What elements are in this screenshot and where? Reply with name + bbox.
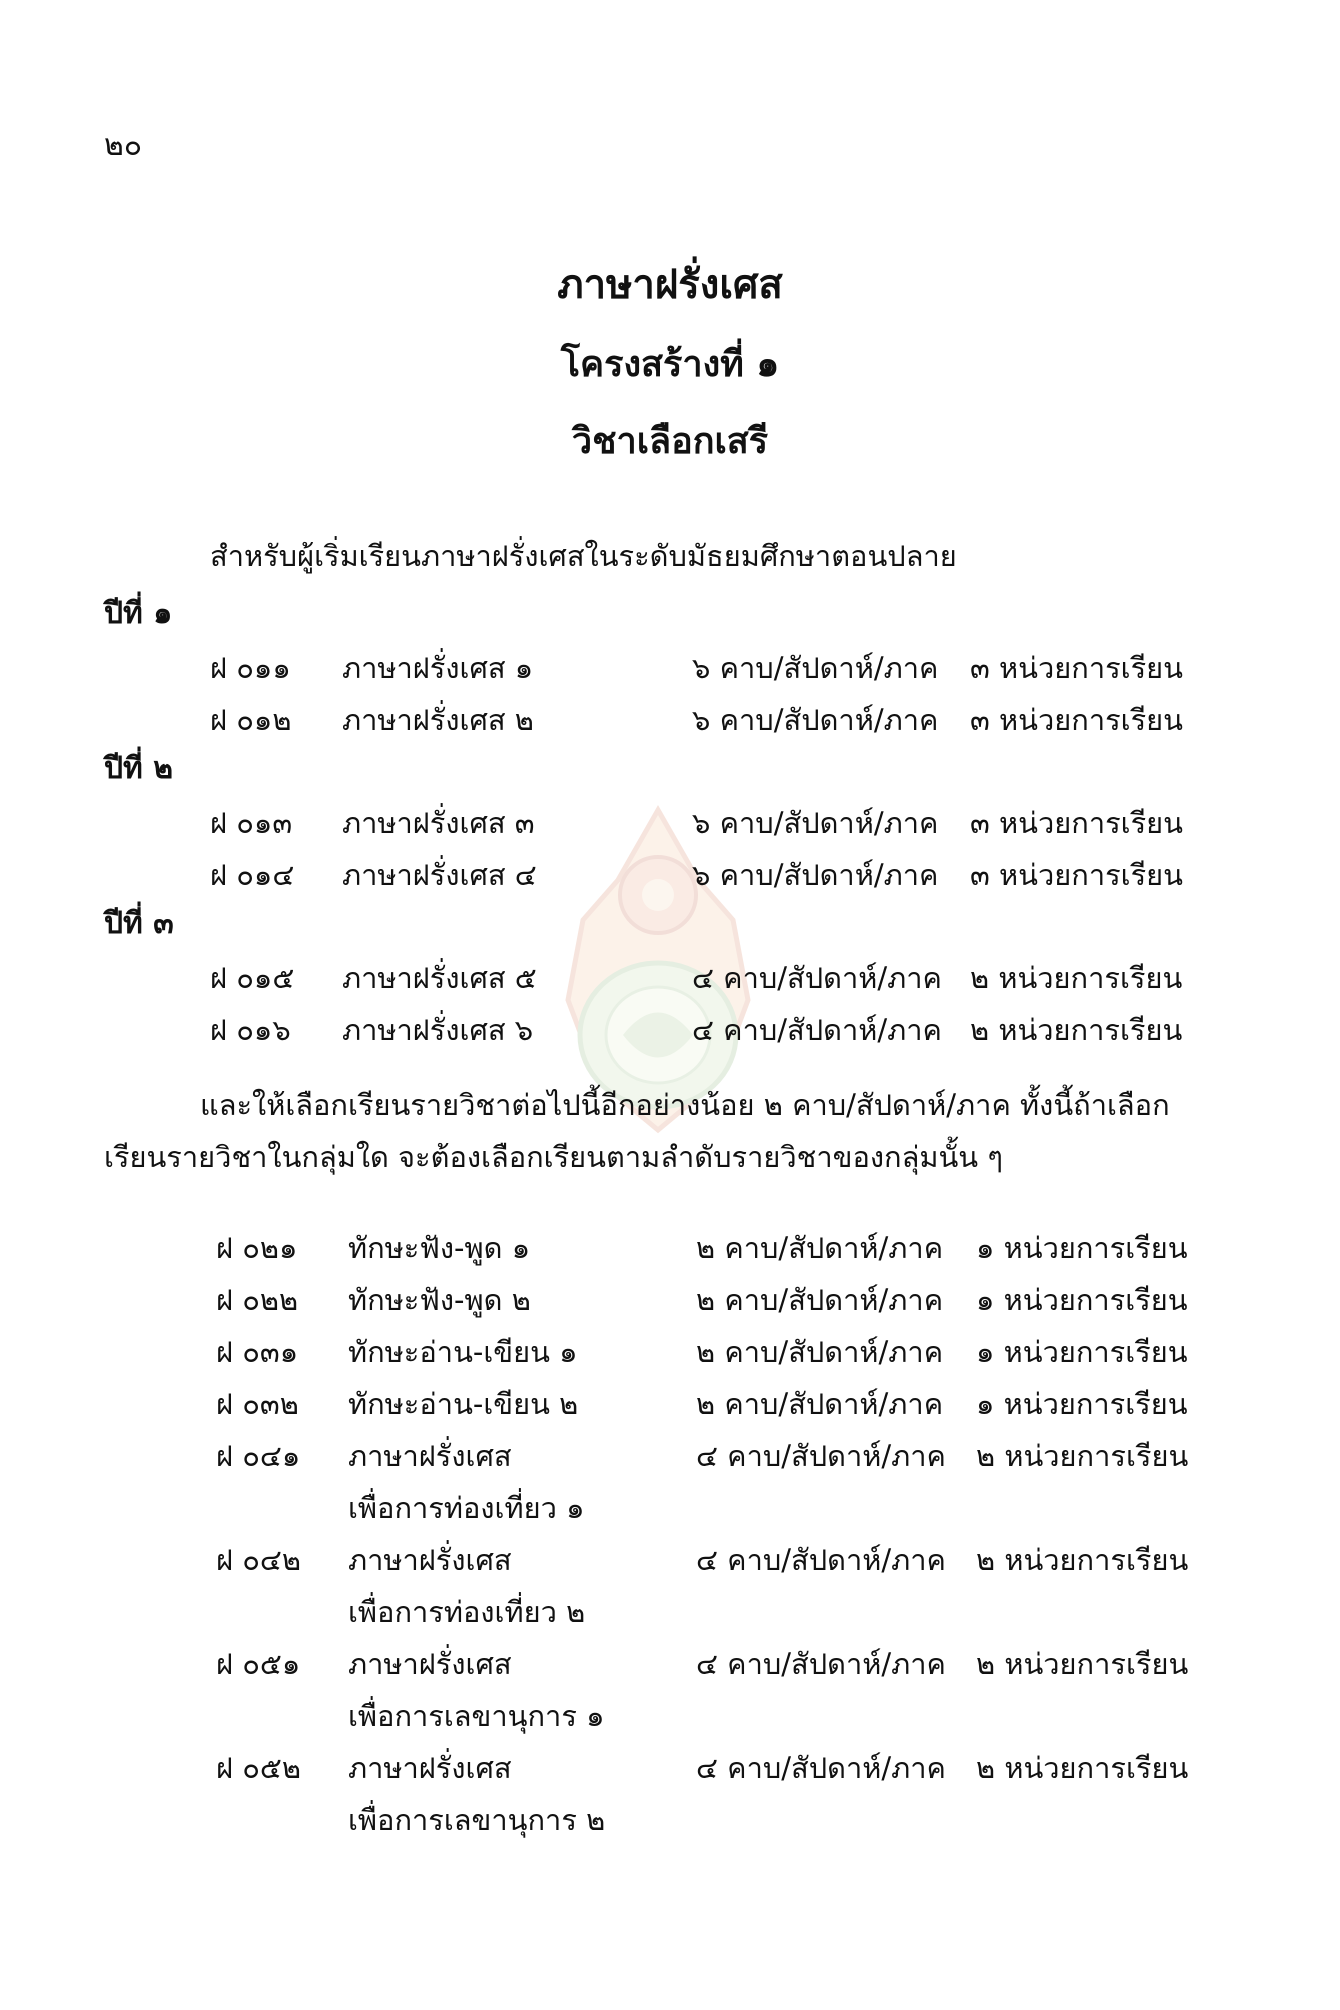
course-credits: ๑ หน่วยการเรียน xyxy=(976,1283,1188,1317)
course-name: ภาษาฝรั่งเศส xyxy=(348,1647,512,1681)
course-credits: ๓ หน่วยการเรียน xyxy=(970,806,1183,840)
course-credits: ๓ หน่วยการเรียน xyxy=(970,651,1183,685)
course-name: ภาษาฝรั่งเศส ๔ xyxy=(342,858,537,892)
course-name: ภาษาฝรั่งเศส ๖ xyxy=(342,1013,534,1047)
course-periods: ๖ คาบ/สัปดาห์/ภาค xyxy=(692,806,939,840)
year-heading: ปีที่ ๑ xyxy=(104,596,173,631)
course-code: ฝ ๐๑๔ xyxy=(210,858,295,892)
course-name: ภาษาฝรั่งเศส xyxy=(348,1543,512,1577)
course-name-continued: เพื่อการท่องเที่ยว ๑ xyxy=(348,1491,585,1525)
course-name: ภาษาฝรั่งเศส ๒ xyxy=(342,703,534,737)
course-code: ฝ ๐๔๑ xyxy=(216,1439,301,1473)
course-periods: ๔ คาบ/สัปดาห์/ภาค xyxy=(696,1647,946,1681)
course-code: ฝ ๐๑๕ xyxy=(210,961,295,995)
course-credits: ๒ หน่วยการเรียน xyxy=(976,1647,1189,1681)
year-heading: ปีที่ ๒ xyxy=(104,751,174,786)
course-name: ภาษาฝรั่งเศส xyxy=(348,1751,512,1785)
course-name: ภาษาฝรั่งเศส ๕ xyxy=(342,961,537,995)
year-heading: ปีที่ ๓ xyxy=(104,906,174,941)
course-credits: ๑ หน่วยการเรียน xyxy=(976,1231,1188,1265)
category-title: วิชาเลือกเสรี xyxy=(571,421,769,462)
subject-title: ภาษาฝรั่งเศส xyxy=(557,262,783,308)
course-credits: ๓ หน่วยการเรียน xyxy=(970,703,1183,737)
course-code: ฝ ๐๑๑ xyxy=(210,651,291,685)
intro-text: สำหรับผู้เริ่มเรียนภาษาฝรั่งเศสในระดับมัธยมศึกษาตอนปลาย xyxy=(210,539,957,573)
course-periods: ๒ คาบ/สัปดาห์/ภาค xyxy=(696,1283,944,1317)
course-code: ฝ ๐๓๑ xyxy=(216,1335,299,1369)
course-code: ฝ ๐๒๑ xyxy=(216,1231,298,1265)
course-name: ภาษาฝรั่งเศส ๑ xyxy=(342,651,534,685)
course-periods: ๖ คาบ/สัปดาห์/ภาค xyxy=(692,858,939,892)
course-credits: ๓ หน่วยการเรียน xyxy=(970,858,1183,892)
page-number: ๒๐ xyxy=(104,128,143,163)
course-periods: ๖ คาบ/สัปดาห์/ภาค xyxy=(692,703,939,737)
course-periods: ๔ คาบ/สัปดาห์/ภาค xyxy=(692,961,942,995)
course-name-continued: เพื่อการเลขานุการ ๒ xyxy=(348,1803,606,1837)
course-name: ทักษะฟัง-พูด ๑ xyxy=(348,1231,531,1265)
course-credits: ๑ หน่วยการเรียน xyxy=(976,1335,1188,1369)
course-credits: ๒ หน่วยการเรียน xyxy=(970,961,1183,995)
course-credits: ๒ หน่วยการเรียน xyxy=(970,1013,1183,1047)
course-code: ฝ ๐๕๒ xyxy=(216,1751,301,1785)
course-name-continued: เพื่อการเลขานุการ ๑ xyxy=(348,1699,605,1733)
course-periods: ๒ คาบ/สัปดาห์/ภาค xyxy=(696,1387,944,1421)
course-periods: ๔ คาบ/สัปดาห์/ภาค xyxy=(696,1751,946,1785)
course-periods: ๒ คาบ/สัปดาห์/ภาค xyxy=(696,1231,944,1265)
course-code: ฝ ๐๔๒ xyxy=(216,1543,301,1577)
course-code: ฝ ๐๕๑ xyxy=(216,1647,301,1681)
course-code: ฝ ๐๒๒ xyxy=(216,1283,299,1317)
course-code: ฝ ๐๑๒ xyxy=(210,703,292,737)
course-periods: ๖ คาบ/สัปดาห์/ภาค xyxy=(692,651,939,685)
course-periods: ๒ คาบ/สัปดาห์/ภาค xyxy=(696,1335,944,1369)
course-code: ฝ ๐๑๓ xyxy=(210,806,293,840)
course-credits: ๑ หน่วยการเรียน xyxy=(976,1387,1188,1421)
course-credits: ๒ หน่วยการเรียน xyxy=(976,1439,1189,1473)
course-name: ทักษะฟัง-พูด ๒ xyxy=(348,1283,531,1317)
course-credits: ๒ หน่วยการเรียน xyxy=(976,1751,1189,1785)
elective-note-line: และให้เลือกเรียนรายวิชาต่อไปนี้อีกอย่างน้อย ๒ คาบ/สัปดาห์/ภาค ทั้งนี้ถ้าเลือก xyxy=(200,1088,1170,1122)
course-name: ภาษาฝรั่งเศส ๓ xyxy=(342,806,535,840)
course-periods: ๔ คาบ/สัปดาห์/ภาค xyxy=(692,1013,942,1047)
course-code: ฝ ๐๑๖ xyxy=(210,1013,291,1047)
course-periods: ๔ คาบ/สัปดาห์/ภาค xyxy=(696,1439,946,1473)
course-credits: ๒ หน่วยการเรียน xyxy=(976,1543,1189,1577)
course-periods: ๔ คาบ/สัปดาห์/ภาค xyxy=(696,1543,946,1577)
course-name: ทักษะอ่าน-เขียน ๑ xyxy=(348,1335,578,1369)
elective-note-line: เรียนรายวิชาในกลุ่มใด จะต้องเลือกเรียนตามลำดับรายวิชาของกลุ่มนั้น ๆ xyxy=(104,1140,1003,1174)
course-name-continued: เพื่อการท่องเที่ยว ๒ xyxy=(348,1595,586,1629)
structure-title: โครงสร้างที่ ๑ xyxy=(560,344,780,385)
course-code: ฝ ๐๓๒ xyxy=(216,1387,299,1421)
course-name: ทักษะอ่าน-เขียน ๒ xyxy=(348,1387,579,1421)
course-name: ภาษาฝรั่งเศส xyxy=(348,1439,512,1473)
